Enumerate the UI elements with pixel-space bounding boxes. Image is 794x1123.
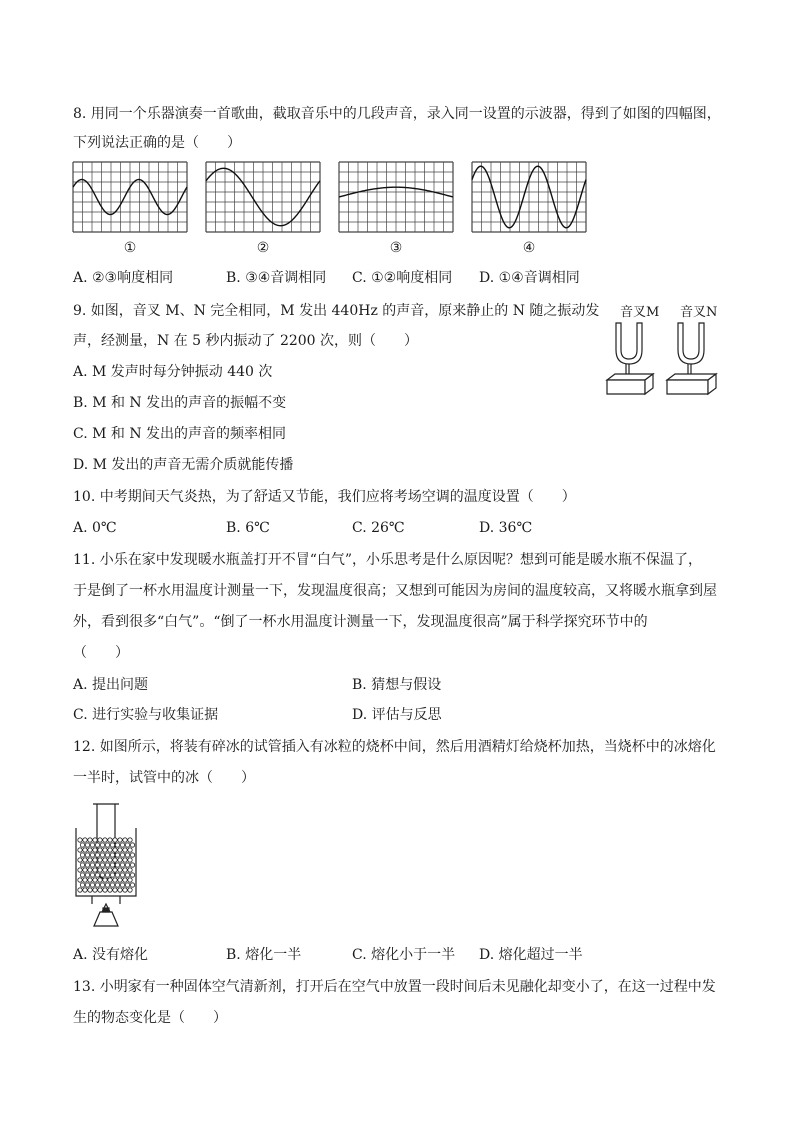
oscilloscope-figure-1 — [73, 162, 187, 232]
tuning-fork-n — [667, 323, 716, 394]
q12-option-c: C. 熔化小于一半 — [352, 947, 456, 963]
q8-option-a: A. ②③响度相同 — [73, 270, 174, 286]
q11-option-c: C. 进行实验与收集证据 — [73, 707, 219, 723]
q12-option-a: A. 没有熔化 — [73, 947, 149, 963]
q8-stem-line1: 8. 用同一个乐器演奏一首歌曲，截取音乐中的几段声音，录入同一设置的示波器，得到了如图的四幅图， — [73, 106, 721, 122]
oscilloscope-grid — [73, 162, 187, 232]
q11-option-d: D. 评估与反思 — [352, 707, 442, 723]
q9-option-d: D. M 发出的声音无需介质就能传播 — [73, 457, 294, 473]
tuning-fork-m-label: 音叉M — [620, 305, 660, 320]
q11-stem-line4: （ ） — [73, 645, 129, 661]
q13-stem-line1: 13. 小明家有一种固体空气清新剂，打开后在空气中放置一段时间后未见融化却变小了，在这一过程中发 — [73, 979, 716, 995]
q11-stem-line1: 11. 小乐在家中发现暖水瓶盖打开不冒“白气”，小乐思考是什么原因呢？想到可能是暖水瓶不保温了， — [73, 552, 703, 568]
oscilloscope-figure-4 — [472, 162, 586, 232]
q12-stem-line1: 12. 如图所示，将装有碎冰的试管插入有冰粒的烧杯中间，然后用酒精灯给烧杯加热，当烧杯中的冰熔化 — [73, 739, 716, 755]
oscilloscope-figure-2 — [206, 162, 320, 232]
q10-stem: 10. 中考期间天气炎热，为了舒适又节能，我们应将考场空调的温度设置（ ） — [73, 489, 576, 505]
q8-option-c: C. ①②响度相同 — [352, 270, 453, 286]
figure-label-1: ① — [123, 240, 137, 256]
q11-option-a: A. 提出问题 — [73, 677, 149, 693]
q9-option-b: B. M 和 N 发出的声音的振幅不变 — [73, 395, 287, 411]
q11-stem-line2: 于是倒了一杯水用温度计测量一下，发现温度很高；又想到可能因为房间的温度较高，又将暖水瓶拿到屋 — [73, 583, 717, 599]
q9-option-c: C. M 和 N 发出的声音的频率相同 — [73, 426, 287, 442]
q10-option-c: C. 26℃ — [352, 520, 405, 536]
q8-option-d: D. ①④音调相同 — [479, 270, 580, 286]
q10-option-b: B. 6℃ — [226, 520, 270, 536]
q12-stem-line2: 一半时，试管中的冰（ ） — [73, 770, 255, 786]
q8-stem-line2: 下列说法正确的是（ ） — [73, 135, 241, 151]
q9-option-a: A. M 发声时每分钟振动 440 次 — [73, 364, 273, 380]
tuning-fork-m — [607, 323, 653, 394]
q9-stem-line1: 9. 如图，音叉 M、N 完全相同，M 发出 440Hz 的声音，原来静止的 N 随之振动发 — [73, 303, 600, 319]
q8-option-b: B. ③④音调相同 — [226, 270, 327, 286]
q11-option-b: B. 猜想与假设 — [352, 677, 442, 693]
oscilloscope-figure-3 — [339, 162, 453, 232]
tuning-fork-n-label: 音叉N — [680, 305, 718, 320]
beaker-test-tube-figure — [72, 800, 142, 930]
alcohol-lamp — [94, 912, 118, 926]
oscilloscope-grid — [206, 162, 320, 232]
q12-option-d: D. 熔化超过一半 — [479, 947, 583, 963]
oscilloscope-grid — [472, 162, 586, 232]
q9-stem-line2: 声，经测量，N 在 5 秒内振动了 2200 次，则（ ） — [73, 333, 419, 349]
figure-label-2: ② — [256, 240, 270, 256]
oscilloscope-grid — [339, 162, 453, 232]
q10-option-a: A. 0℃ — [73, 520, 117, 536]
q13-stem-line2: 生的物态变化是（ ） — [73, 1010, 227, 1026]
tuning-forks-figure — [600, 320, 725, 400]
q11-stem-line3: 外，看到很多“白气”。“倒了一杯水用温度计测量一下，发现温度很高”属于科学探究环节中的 — [73, 614, 648, 630]
figure-label-3: ③ — [389, 240, 403, 256]
q10-option-d: D. 36℃ — [479, 520, 533, 536]
figure-label-4: ④ — [522, 240, 536, 256]
q12-option-b: B. 熔化一半 — [226, 947, 302, 963]
